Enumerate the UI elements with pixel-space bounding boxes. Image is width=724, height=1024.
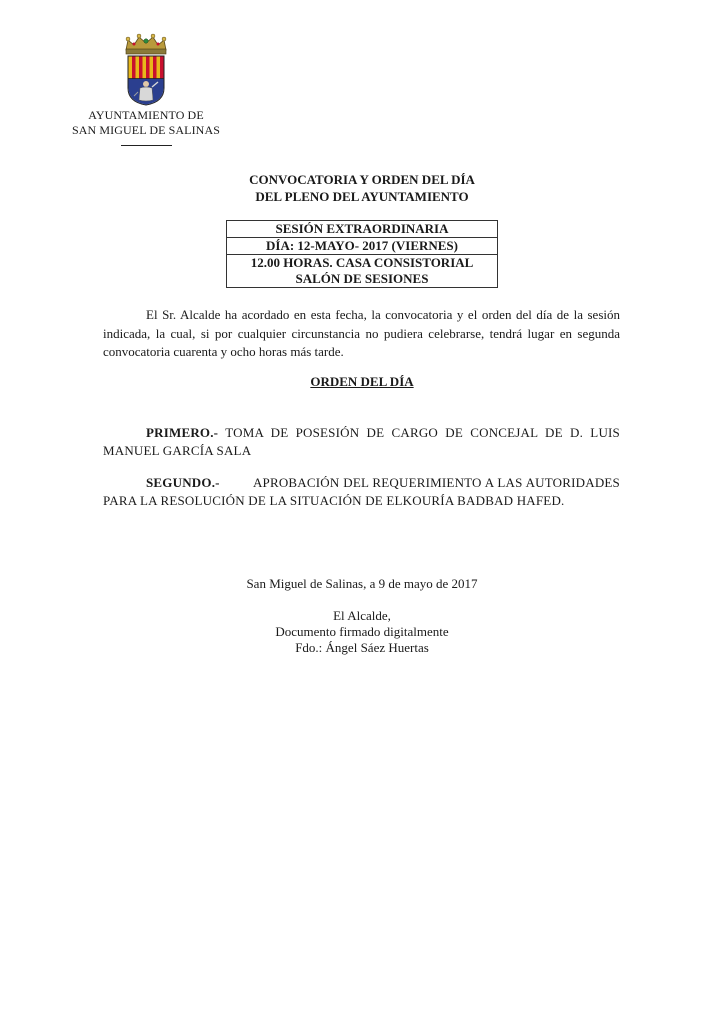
agenda-item-label: SEGUNDO.-: [146, 475, 220, 490]
header-divider: [121, 145, 172, 146]
session-time-place: 12.00 HORAS. CASA CONSISTORIAL: [250, 255, 474, 270]
digital-signature-note: Documento firmado digitalmente: [275, 624, 449, 639]
coat-of-arms-icon: [122, 32, 170, 106]
agenda-item-text: TOMA DE POSESIÓN DE CARGO DE CONCEJAL DE D. LUIS MANUEL GARCÍA SALA: [103, 425, 620, 458]
table-row: [227, 238, 498, 255]
session-date-cell: DÍA: 12-MAYO- 2017 (VIERNES): [227, 238, 498, 255]
table-row: [227, 255, 498, 288]
agenda-heading: ORDEN DEL DÍA: [310, 374, 414, 389]
municipality-line-1: AYUNTAMIENTO DE: [88, 108, 204, 122]
title-line-2: DEL PLENO DEL AYUNTAMIENTO: [255, 189, 469, 204]
session-place-cell: [227, 255, 498, 288]
session-info-table: [226, 220, 498, 288]
place-date-text: San Miguel de Salinas, a 9 de mayo de 2017: [246, 576, 478, 591]
signer-role: El Alcalde,: [333, 608, 391, 623]
municipality-line-2: SAN MIGUEL DE SALINAS: [72, 123, 220, 137]
agenda-item-label: PRIMERO.-: [146, 425, 219, 440]
signer-name: Fdo.: Ángel Sáez Huertas: [295, 640, 429, 655]
agenda-item-second: [103, 474, 620, 510]
municipality-name: [58, 108, 234, 138]
table-row: [227, 221, 498, 238]
crown-icon: [126, 34, 166, 54]
document-title: [150, 171, 574, 205]
signature-block: [150, 608, 574, 656]
session-room: SALÓN DE SESIONES: [295, 271, 429, 286]
agenda-item-first: [103, 424, 620, 460]
convocation-paragraph: El Sr. Alcalde ha acordado en esta fecha, la convocatoria y el orden del día de la sesión indicada, la cual, si por cualquier circunstancia no pudiera celebrarse, tendrá lugar en segunda convocatoria cuarenta y ocho horas más tarde.: [103, 307, 620, 359]
agenda-item-text: APROBACIÓN DEL REQUERIMIENTO A LAS AUTORIDADES PARA LA RESOLUCIÓN DE LA SITUACIÓN DE ELKOURÍA BADBAD HAFED.: [103, 475, 620, 508]
signature-place-date: [150, 576, 574, 592]
title-line-1: CONVOCATORIA Y ORDEN DEL DÍA: [249, 172, 475, 187]
session-type-cell: SESIÓN EXTRAORDINARIA: [227, 221, 498, 238]
